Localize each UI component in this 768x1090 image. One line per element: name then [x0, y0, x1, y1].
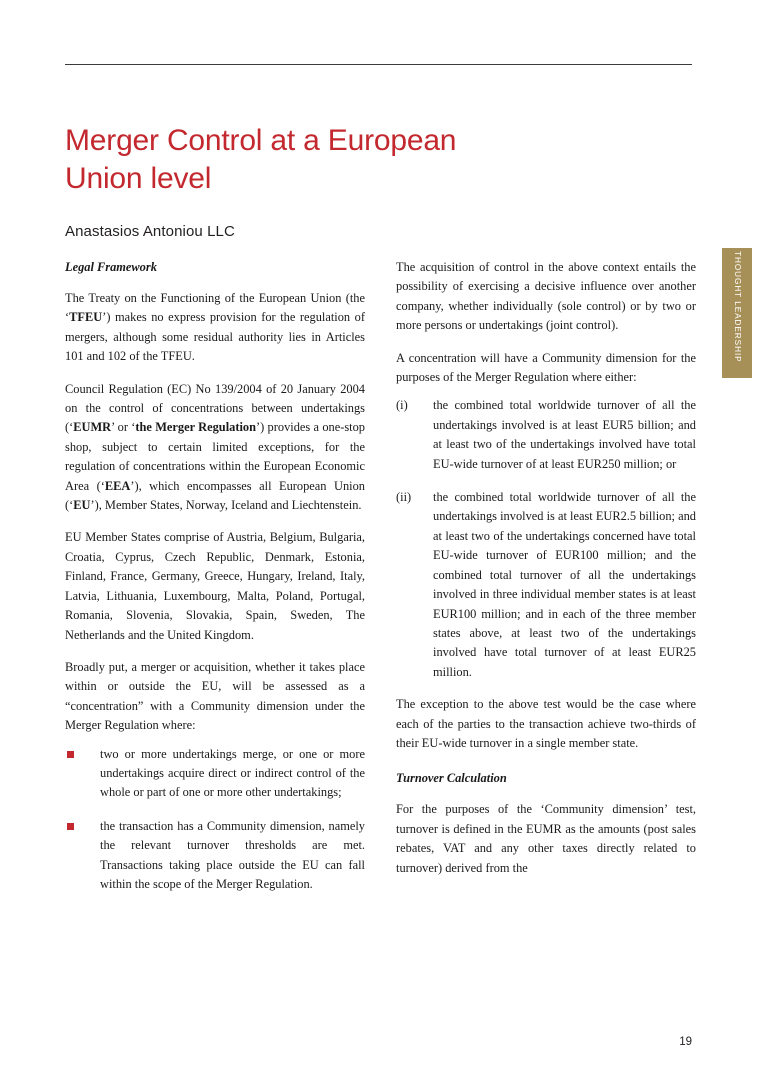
- paragraph-community-dimension: A concentration will have a Community dimension for the purposes of the Merger Regulation where either:: [396, 350, 696, 385]
- author-byline: Anastasios Antoniou LLC: [65, 223, 235, 240]
- list-item-text: the combined total worldwide turnover of all the undertakings involved is at least EUR5 billion; and at least two of the undertakings involved have total EU-wide turnover of at least EUR250 million; or: [433, 398, 696, 471]
- subheading-turnover-calculation: Turnover Calculation: [396, 771, 507, 786]
- text-run: ’) provides a one-stop shop, subject to certain limited exceptions, for the regulation of concentrations within the European Economic Area (‘: [65, 420, 365, 493]
- text-run: ’), Member States, Norway, Iceland and Liechtenstein.: [90, 498, 362, 513]
- text-run: ’), which encompasses all European Union (‘: [65, 478, 365, 513]
- square-bullet-icon: [67, 823, 74, 830]
- community-dimension-thresholds-list: [396, 396, 696, 682]
- term-merger-regulation: the Merger Regulation: [135, 420, 256, 435]
- section-tab-label: THOUGHT LEADERSHIP: [733, 251, 742, 363]
- header-rule: [65, 64, 692, 65]
- text-run: Council Regulation (EC) No 139/2004 of 20 January 2004 on the control of concentrations between undertakings (‘: [65, 381, 365, 435]
- paragraph-council-regulation: [65, 380, 365, 516]
- page-title: [65, 122, 585, 198]
- paragraph-acquisition-of-control: The acquisition of control in the above context entails the possibility of exercising a decisive influence over another company, whether individually (sole control) or by two or more persons or undertakings (joint control).: [396, 260, 696, 333]
- concentration-criteria-list: [65, 745, 365, 895]
- paragraph-legal-framework: [65, 289, 365, 367]
- title-line-2: Union level: [65, 162, 212, 195]
- list-item-text: the transaction has a Community dimension, namely the relevant turnover thresholds are met. Transactions taking place outside the EU can fall within the scope of the Merger Regulation.: [100, 818, 365, 891]
- list-item-marker: (i): [396, 398, 408, 413]
- subheading-legal-framework: Legal Framework: [65, 260, 157, 274]
- page-number: 19: [679, 1036, 692, 1048]
- right-column: [396, 258, 696, 891]
- section-tab-thought-leadership: [722, 248, 752, 378]
- term-tfeu: TFEU: [69, 310, 103, 325]
- list-item-text: two or more undertakings merge, or one or more undertakings acquire direct or indirect control of the whole or part of one or more other undertakings;: [100, 746, 365, 800]
- list-item-marker: (ii): [396, 490, 412, 505]
- paragraph-member-states: EU Member States comprise of Austria, Belgium, Bulgaria, Croatia, Cyprus, Czech Republic, Denmark, Estonia, Finland, France, Germany, Greece, Hungary, Ireland, Italy, Latvia, Lithuania, Luxembourg, Malta, Poland, Portugal, Romania, Slovenia, Slovakia, Spain, Sweden, The Netherlands and the United Kingdom.: [65, 530, 365, 642]
- term-eumr: EUMR: [73, 420, 112, 435]
- list-item: [65, 745, 365, 803]
- list-item: [65, 817, 365, 895]
- term-eu: EU: [73, 498, 91, 513]
- text-run: ’) makes no express provision for the regulation of mergers, although some residual authority lies in Articles 101 and 102 of the TFEU.: [65, 310, 365, 364]
- left-column: [65, 258, 365, 894]
- list-item: [396, 396, 696, 474]
- paragraph-broadly-put: Broadly put, a merger or acquisition, whether it takes place within or outside the EU, will be assessed as a “concentration” with a Community dimension under the Merger Regulation where:: [65, 659, 365, 733]
- list-item-text: the combined total worldwide turnover of all the undertakings involved is at least EUR2.5 billion; and at least two of the undertakings concerned have total EU-wide turnover of EUR100 million; and the combined total turnover of all the undertakings involved in three individual member states is at least EUR100 million; and in each of the three member states above, at least two of the undertakings involved have total turnover of at least EUR25 million.: [433, 490, 696, 679]
- paragraph-turnover-definition: For the purposes of the ‘Community dimension’ test, turnover is defined in the EUMR as the amounts (post sales rebates, VAT and any other taxes directly related to turnover) derived from the: [396, 802, 696, 875]
- paragraph-exception: The exception to the above test would be the case where each of the parties to the transaction achieve two-thirds of their EU-wide turnover in a single member state.: [396, 697, 696, 750]
- text-run: ’ or ‘: [111, 420, 136, 435]
- title-line-1: Merger Control at a European: [65, 124, 457, 157]
- term-eea: EEA: [104, 478, 131, 493]
- square-bullet-icon: [67, 751, 74, 758]
- list-item: [396, 488, 696, 682]
- text-run: The Treaty on the Functioning of the European Union (the ‘: [65, 291, 365, 325]
